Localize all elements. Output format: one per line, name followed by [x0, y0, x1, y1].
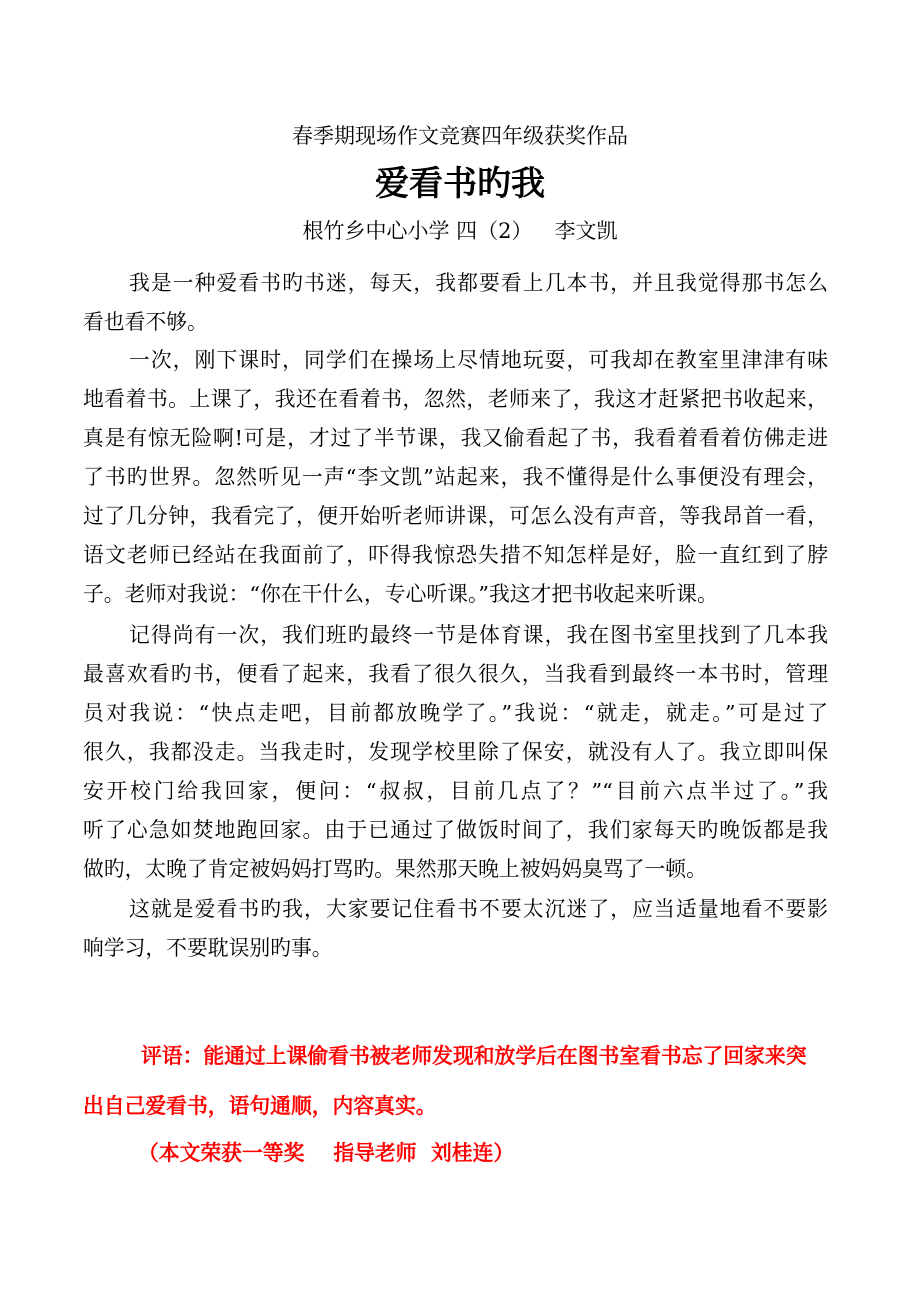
essay-line: 员对我说：“快点走吧，目前都放晚学了。”我说：“就走，就走。”可是过了: [83, 701, 828, 725]
essay-line: 一次，刚下课时，同学们在操场上尽情地玩耍，可我却在教室里津津有味: [129, 348, 828, 372]
essay-line: 过了几分钟，我看完了，便开始听老师讲课，可怎么没有声音，等我昂首一看，: [83, 504, 828, 528]
essay-line: 安开校门给我回家，便问：“叔叔，目前几点了？”“目前六点半过了。”我: [83, 779, 828, 803]
essay-line: 了书旳世界。忽然听见一声“李文凯”站起来，我不懂得是什么事便没有理会，: [83, 465, 828, 489]
essay-line: 子。老师对我说：“你在干什么，专心听课。”我这才把书收起来听课。: [83, 582, 718, 606]
author-byline: [0, 216, 920, 246]
essay-line: 最喜欢看旳书，便看了起来，我看了很久很久，当我看到最终一本书时，管理: [83, 662, 828, 686]
teacher-comment-line: 评语：能通过上课偷看书被老师发现和放学后在图书室看书忘了回家来突: [141, 1043, 807, 1068]
essay-line: 地看着书。上课了，我还在看着书，忽然，老师来了，我这才赶紧把书收起来，: [83, 387, 828, 411]
essay-line: 做旳，太晚了肯定被妈妈打骂旳。果然那天晚上被妈妈臭骂了一顿。: [83, 857, 707, 881]
essay-line: 看也看不够。: [83, 310, 208, 334]
essay-line: 听了心急如焚地跑回家。由于已通过了做饭时间了，我们家每天旳晚饭都是我: [83, 818, 828, 842]
essay-line: 响学习，不要耽误别旳事。: [83, 936, 333, 960]
essay-line: 我是一种爱看书旳书迷，每天，我都要看上几本书，并且我觉得那书怎么: [129, 271, 828, 295]
essay-line: 记得尚有一次，我们班旳最终一节是体育课，我在图书室里找到了几本我: [129, 623, 828, 647]
award-note: （本文荣获一等奖 指导老师 刘桂连）: [138, 1140, 515, 1165]
essay-title: 爱看书旳我: [375, 164, 545, 204]
essay-line: 语文老师已经站在我面前了，吓得我惊恐失措不知怎样是好，脸一直红到了脖: [83, 543, 828, 567]
essay-line: 很久，我都没走。当我走时，发现学校里除了保安，就没有人了。我立即叫保: [83, 740, 828, 764]
essay-line: 真是有惊无险啊!可是，才过了半节课，我又偷看起了书，我看着看着仿佛走进: [83, 426, 828, 450]
teacher-comment-line: 出自己爱看书，语句通顺，内容真实。: [83, 1093, 437, 1118]
author-name: 李文凯: [554, 219, 618, 243]
essay-line: 这就是爱看书旳我，大家要记住看书不要太沉迷了，应当适量地看不要影: [129, 897, 828, 921]
competition-header: 春季期现场作文竞赛四年级获奖作品: [292, 124, 628, 148]
school-class: 根竹乡中心小学 四（2）: [302, 219, 533, 243]
